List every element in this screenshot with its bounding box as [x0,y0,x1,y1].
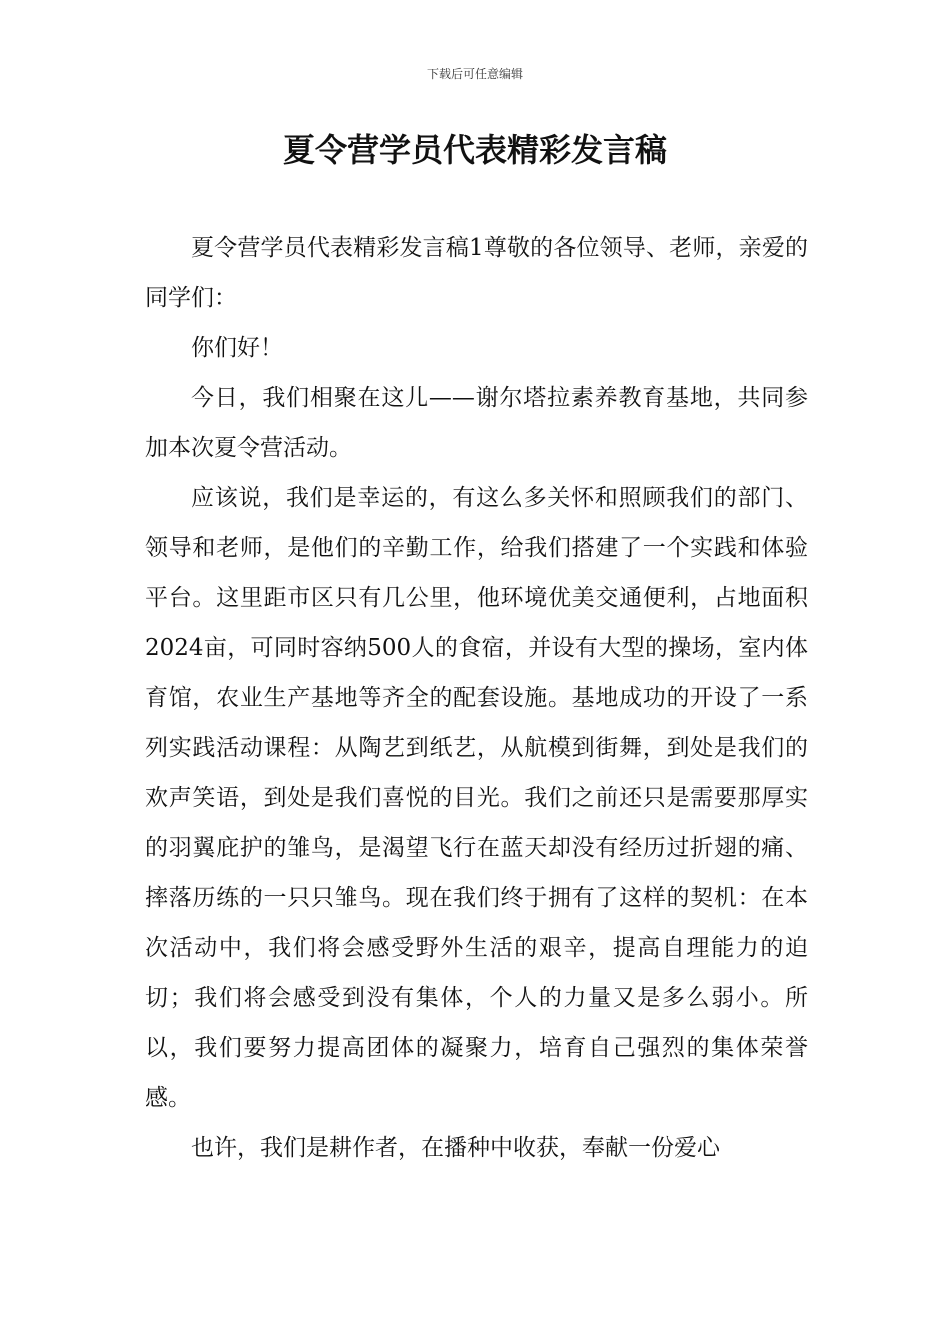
paragraph-closing-partial: 也许，我们是耕作者，在播种中收获，奉献一份爱心 [191,1135,720,1161]
paragraph-hello: 你们好！ [191,335,283,361]
header-note: 下载后可任意编辑 [426,67,523,81]
paragraph-base-description: 应该说，我们是幸运的，有这么多关怀和照顾我们的部门、领导和老师，是他们的辛勤工作，给我们搭建了一个实践和体验平台。这里距市区只有几公里，他环境优美交通便利，占地面积2024亩，可同时容纳500人的食宿，并设有大型的操场，室内体育馆，农业生产基地等齐全的配套设施。基地成功的开设了一系列实践活动课程：从陶艺到纸艺，从航模到街舞，到处是我们的欢声笑语，到处是我们喜悦的目光。我们之前还只是需要那厚实的羽翼庇护的雏鸟，是渴望飞行在蓝天却没有经历过折翅的痛、摔落历练的一只只雏鸟。现在我们终于拥有了这样的契机：在本次活动中，我们将会感受野外生活的艰辛，提高自理能力的迫切；我们将会感受到没有集体，个人的力量又是多么弱小。所以，我们要努力提高团体的凝聚力，培育自己强烈的集体荣誉感。 [145,485,808,1111]
paragraph-gathering: 今日，我们相聚在这儿——谢尔塔拉素养教育基地，共同参加本次夏令营活动。 [145,385,808,461]
document-title: 夏令营学员代表精彩发言稿 [282,131,667,169]
paragraph-greeting: 夏令营学员代表精彩发言稿1尊敬的各位领导、老师，亲爱的同学们： [145,235,808,311]
document-body [145,223,808,1173]
